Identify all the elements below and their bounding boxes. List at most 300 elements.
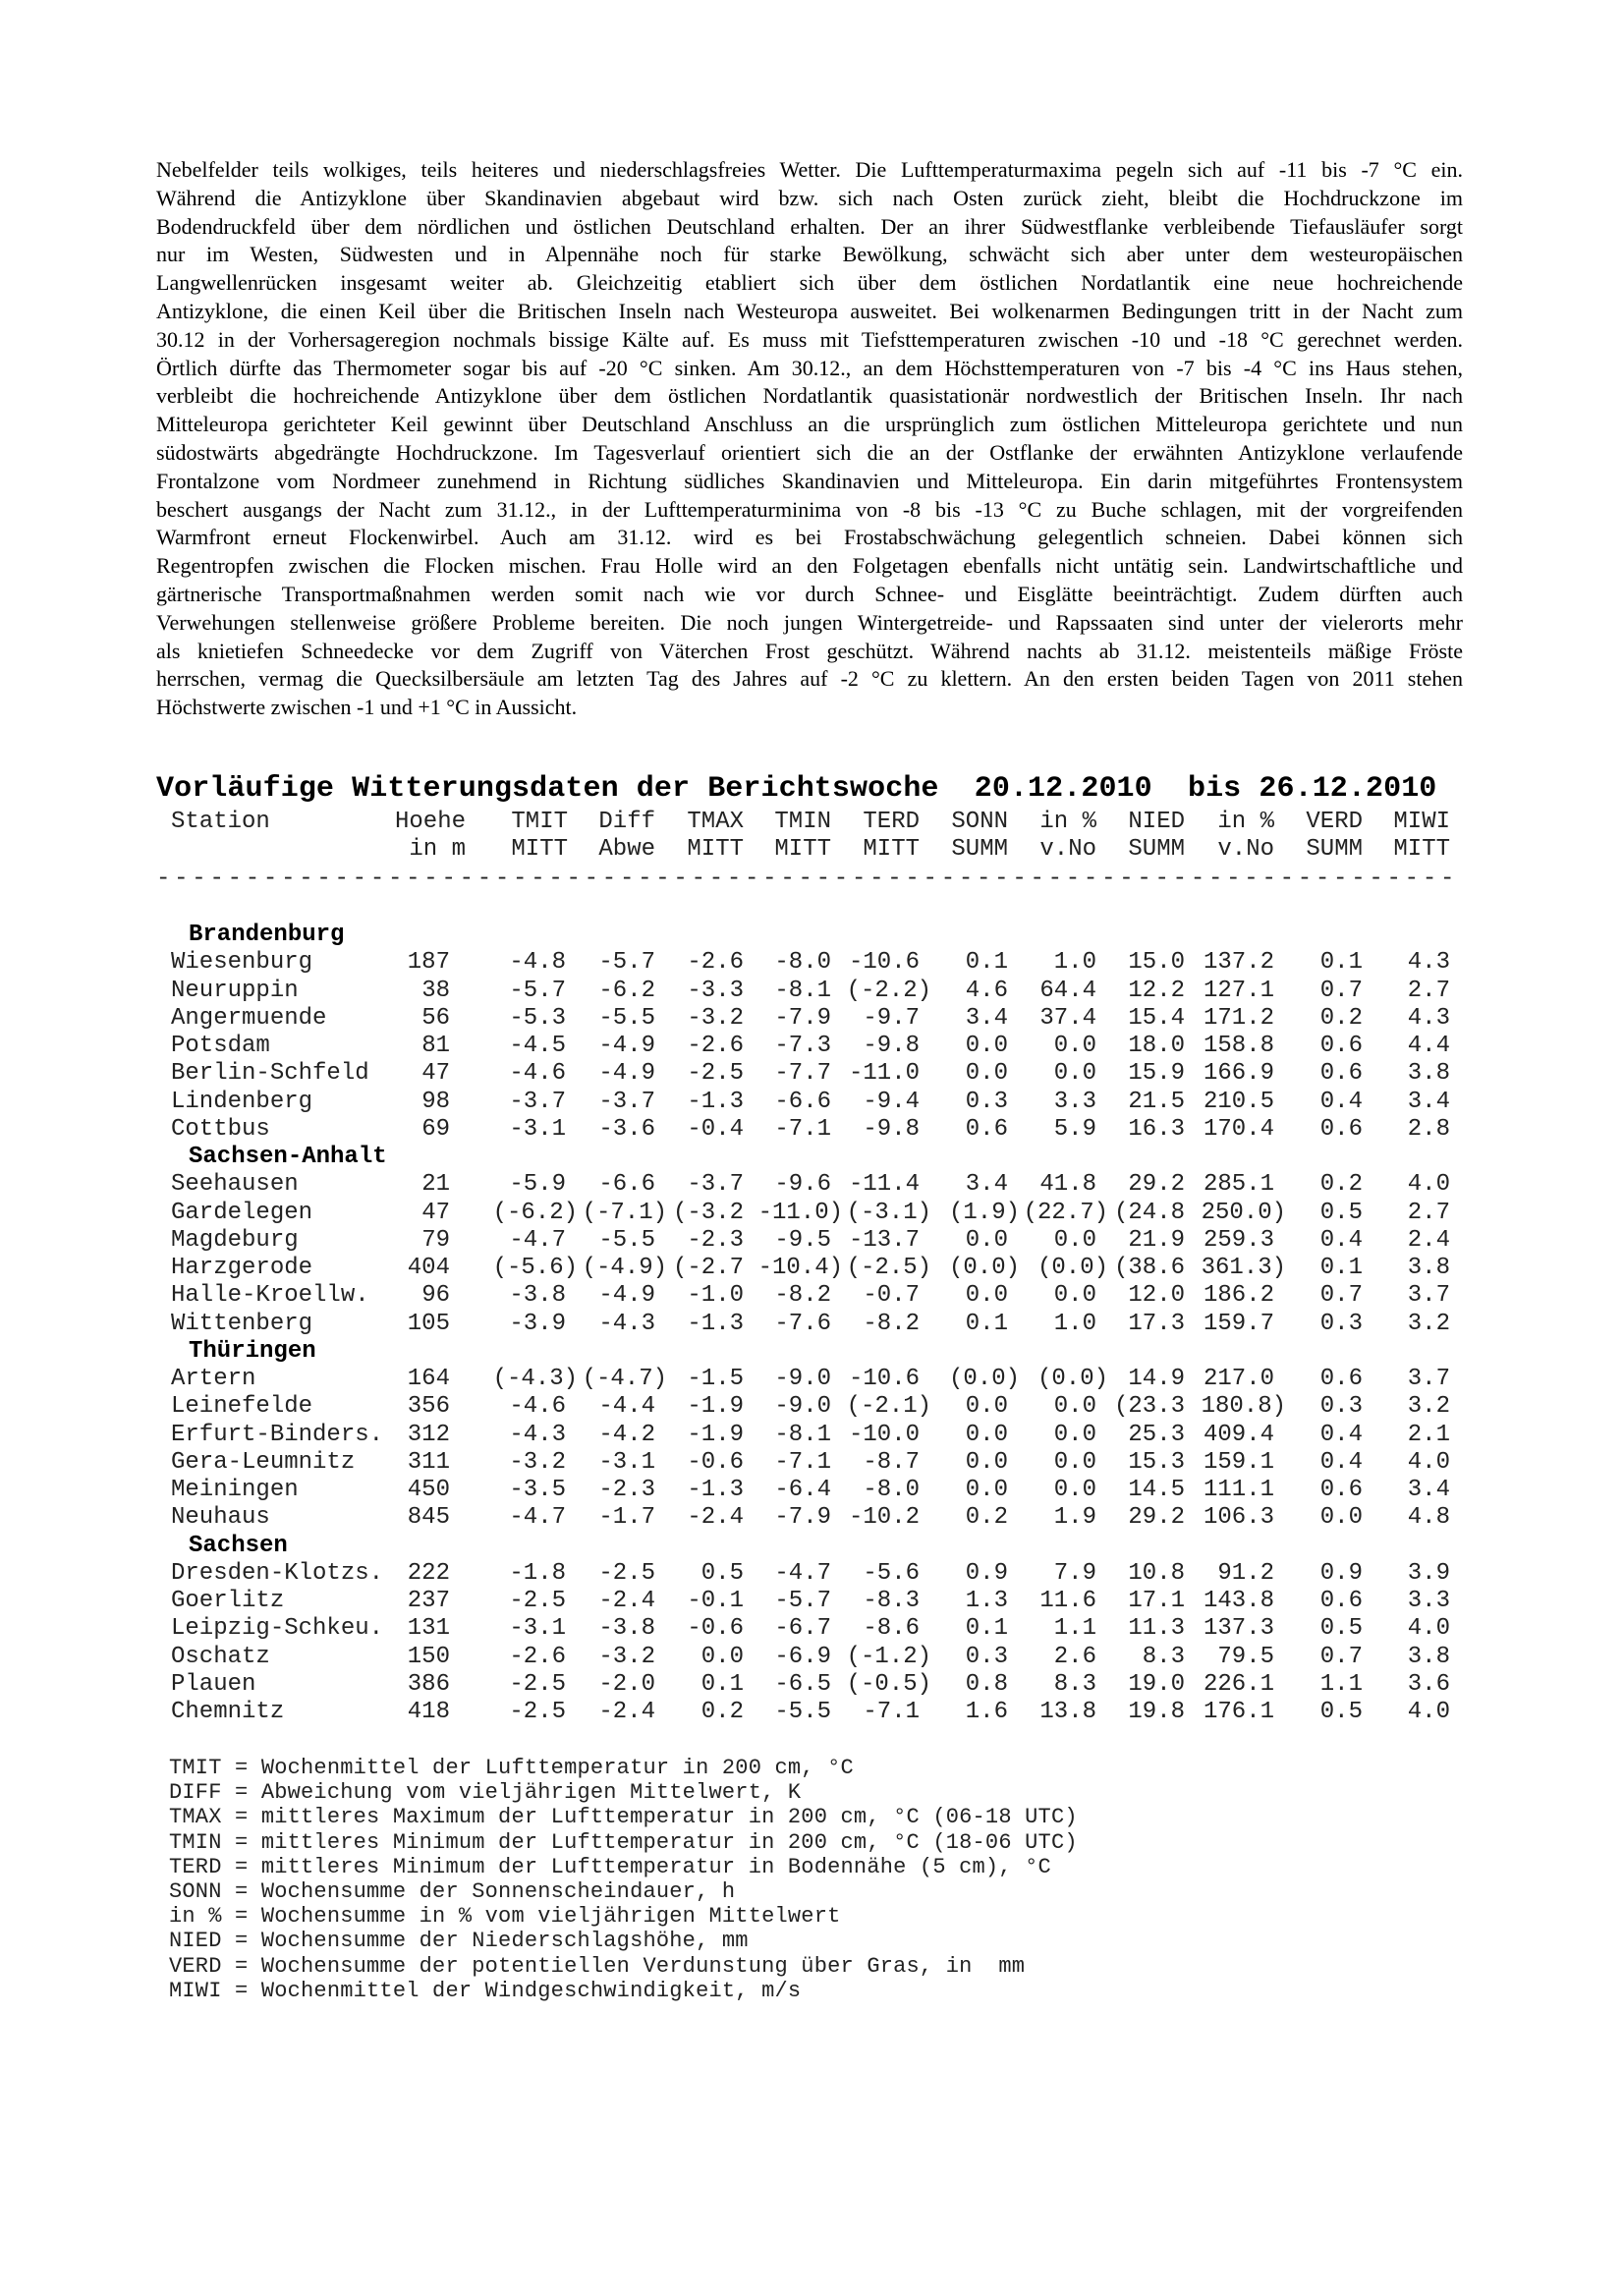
cell-miwi: 4.4	[1407, 1033, 1450, 1059]
cell-hoehe: 21	[421, 1171, 450, 1199]
cell-tmax: -0.6	[687, 1615, 744, 1643]
cell-tmax: 0.0	[700, 1643, 744, 1670]
cell-nied-pct: 79.5	[1217, 1643, 1274, 1670]
cell-miwi: 2.1	[1407, 1421, 1450, 1448]
cell-verd: 0.3	[1319, 1310, 1363, 1337]
cell-miwi: 3.2	[1407, 1393, 1450, 1421]
cell-tmin: -9.0	[774, 1393, 831, 1421]
cell-tmit: -4.3	[509, 1421, 566, 1448]
cell-tmit: -3.2	[509, 1448, 566, 1476]
cell-tmax: -1.9	[687, 1393, 744, 1421]
cell-tmit: -3.1	[509, 1115, 566, 1143]
cell-nied: 15.0	[1128, 949, 1185, 977]
cell-terd: -10.6	[848, 949, 920, 977]
cell-tmin: -7.1	[774, 1115, 831, 1143]
station-name: Gera-Leumnitz	[171, 1448, 356, 1476]
cell-sonn-pct: 5.9	[1053, 1115, 1096, 1143]
station-name: Neuhaus	[171, 1504, 270, 1532]
column-header: MITT	[1393, 836, 1450, 863]
cell-nied: 8.3	[1142, 1643, 1185, 1670]
station-name: Plauen	[171, 1670, 256, 1698]
cell-nied: 16.3	[1128, 1115, 1185, 1143]
cell-nied: 17.1	[1128, 1588, 1185, 1614]
cell-nied: 25.3	[1128, 1421, 1185, 1448]
cell-sonn: 0.2	[965, 1504, 1008, 1532]
station-name: Wittenberg	[171, 1310, 313, 1337]
cell-nied-pct: 158.8	[1203, 1033, 1274, 1059]
cell-sonn-pct: 1.0	[1053, 1310, 1096, 1337]
cell-tmit: -5.7	[509, 977, 566, 1004]
cell-nied-pct: 159.1	[1203, 1448, 1274, 1476]
cell-miwi: 3.7	[1407, 1282, 1450, 1310]
legend-item: TMAX = mittleres Maximum der Lufttemperatur in 200 cm, °C (06-18 UTC)	[169, 1805, 1078, 1830]
cell-diff: -3.7	[598, 1088, 655, 1115]
cell-tmin: -8.1	[774, 1421, 831, 1448]
column-header: Station	[171, 809, 270, 835]
cell-nied-pct: 250.0)	[1201, 1199, 1286, 1226]
cell-diff: -6.2	[598, 977, 655, 1004]
cell-sonn-pct: 1.0	[1053, 949, 1096, 977]
station-name: Gardelegen	[171, 1199, 313, 1226]
cell-verd: 0.6	[1319, 1477, 1363, 1503]
cell-verd: 0.7	[1319, 1643, 1363, 1670]
cell-terd: -8.0	[863, 1477, 920, 1503]
cell-miwi: 3.3	[1407, 1588, 1450, 1614]
column-header: MIWI	[1393, 809, 1450, 835]
cell-nied-pct: 259.3	[1203, 1226, 1274, 1254]
region-heading: Sachsen	[189, 1532, 288, 1559]
cell-tmit: -1.8	[509, 1559, 566, 1587]
station-name: Angermuende	[171, 1004, 327, 1032]
cell-tmin: -5.5	[774, 1699, 831, 1725]
text-line: beschert ausgangs der Nacht zum 31.12., in der Lufttemperaturminima von -8 bis -13 °C zu Buche schlagen, mit der vorgreifenden	[156, 496, 1463, 522]
station-name: Leipzig-Schkeu.	[171, 1615, 384, 1643]
cell-sonn-pct: 0.0	[1053, 1448, 1096, 1476]
cell-sonn-pct: 1.9	[1053, 1504, 1096, 1532]
cell-miwi: 2.4	[1407, 1226, 1450, 1254]
cell-sonn: 3.4	[965, 1171, 1008, 1199]
text-line: Regentropfen zwischen die Flocken mischen. Frau Holle wird an den Folgetagen ebenfalls nicht untätig sein. Landwirtschaftliche und	[156, 553, 1463, 579]
text-line: nur im Westen, Südwesten und in Alpennähe noch für starke Bewölkung, schwächt sich aber unter dem westeuropäischen	[156, 242, 1463, 267]
text-line: südostwärts abgedrängte Hochdruckzone. Im Tagesverlauf orientiert sich die an der Ostflanke der erwähnten Antizyklone verlaufende	[156, 439, 1463, 465]
cell-nied: 29.2	[1128, 1171, 1185, 1199]
cell-sonn: 0.0	[965, 1448, 1008, 1476]
cell-sonn-pct: (0.0)	[1036, 1255, 1108, 1281]
cell-hoehe: 38	[421, 977, 450, 1004]
cell-verd: 0.1	[1319, 949, 1363, 977]
cell-sonn-pct: 0.0	[1053, 1060, 1096, 1088]
cell-diff: -4.9	[598, 1282, 655, 1310]
cell-nied-pct: 285.1	[1203, 1171, 1274, 1199]
cell-sonn: 0.0	[965, 1477, 1008, 1503]
text-line: Mitteleuropa gerichteter Keil gewinnt über Deutschland Anschluss an die ursprünglich zum östlichen Mitteleuropa gerichtete und nun	[156, 412, 1463, 437]
cell-verd: 0.3	[1319, 1393, 1363, 1421]
cell-verd: 0.7	[1319, 1282, 1363, 1310]
station-name: Neuruppin	[171, 977, 299, 1004]
cell-verd: 0.6	[1319, 1033, 1363, 1059]
cell-miwi: 4.3	[1407, 1004, 1450, 1032]
cell-nied: 29.2	[1128, 1504, 1185, 1532]
cell-hoehe: 96	[421, 1282, 450, 1310]
station-name: Erfurt-Binders.	[171, 1421, 384, 1448]
cell-miwi: 3.7	[1407, 1366, 1450, 1392]
cell-nied: (24.8	[1113, 1199, 1185, 1226]
cell-tmin: -9.5	[774, 1226, 831, 1254]
cell-tmax: 0.5	[700, 1559, 744, 1587]
cell-nied-pct: 210.5	[1203, 1088, 1274, 1115]
station-name: Artern	[171, 1366, 256, 1392]
cell-verd: 0.5	[1319, 1199, 1363, 1226]
column-header: TMAX	[687, 809, 744, 835]
cell-diff: -2.4	[598, 1588, 655, 1614]
cell-verd: 0.7	[1319, 977, 1363, 1004]
cell-tmin: -9.6	[774, 1171, 831, 1199]
text-line: Antizyklone, die einen Keil über die Britischen Inseln nach Westeuropa ausweitet. Bei wolkenarmen Bedingungen tritt in der Nacht zum	[156, 298, 1463, 323]
cell-tmin: -7.6	[774, 1310, 831, 1337]
cell-tmax: -2.6	[687, 1033, 744, 1059]
cell-sonn: (0.0)	[948, 1366, 1020, 1392]
cell-nied-pct: 111.1	[1203, 1477, 1274, 1503]
legend-item: DIFF = Abweichung vom vieljährigen Mittelwert, K	[169, 1780, 802, 1806]
cell-verd: 0.6	[1319, 1588, 1363, 1614]
station-name: Magdeburg	[171, 1226, 299, 1254]
cell-hoehe: 81	[421, 1033, 450, 1059]
cell-sonn-pct: (0.0)	[1036, 1366, 1108, 1392]
cell-tmit: -3.5	[509, 1477, 566, 1503]
cell-miwi: 3.4	[1407, 1088, 1450, 1115]
cell-tmin: -8.1	[774, 977, 831, 1004]
cell-tmin: -7.9	[774, 1504, 831, 1532]
cell-tmit: (-5.6)	[492, 1255, 578, 1281]
text-line: Langwellenrücken insgesamt weiter ab. Gleichzeitig etabliert sich über dem östlichen Nordatlantik eine neue hochreichende	[156, 270, 1463, 296]
cell-miwi: 3.9	[1407, 1559, 1450, 1587]
cell-nied: 15.9	[1128, 1060, 1185, 1088]
cell-tmax: -2.3	[687, 1226, 744, 1254]
cell-sonn: 4.6	[965, 977, 1008, 1004]
cell-nied: 15.3	[1128, 1448, 1185, 1476]
cell-sonn: 0.1	[965, 1615, 1008, 1643]
column-header: SUMM	[1306, 836, 1363, 863]
cell-nied: 21.9	[1128, 1226, 1185, 1254]
legend-item: in % = Wochensumme in % vom vieljährigen Mittelwert	[169, 1904, 841, 1930]
cell-tmit: -5.3	[509, 1004, 566, 1032]
cell-miwi: 2.7	[1407, 977, 1450, 1004]
cell-nied-pct: 137.2	[1203, 949, 1274, 977]
cell-tmax: -1.5	[687, 1366, 744, 1392]
station-name: Leinefelde	[171, 1393, 313, 1421]
cell-tmin: -8.0	[774, 949, 831, 977]
column-header: in %	[1217, 809, 1274, 835]
text-line: als knietiefen Schneedecke vor dem Zugriff von Väterchen Frost geschützt. Während nachts ab 31.12. meistenteils mäßige Fröste	[156, 638, 1463, 663]
cell-sonn-pct: (22.7)	[1023, 1199, 1108, 1226]
cell-sonn: 0.0	[965, 1282, 1008, 1310]
cell-miwi: 3.8	[1407, 1060, 1450, 1088]
column-header: MITT	[863, 836, 920, 863]
cell-miwi: 4.0	[1407, 1699, 1450, 1725]
cell-tmin: -5.7	[774, 1588, 831, 1614]
cell-tmax: 0.2	[700, 1699, 744, 1725]
cell-hoehe: 69	[421, 1115, 450, 1143]
cell-verd: 0.1	[1319, 1255, 1363, 1281]
cell-sonn-pct: 3.3	[1053, 1088, 1096, 1115]
station-name: Chemnitz	[171, 1699, 285, 1725]
column-header: TMIT	[511, 809, 568, 835]
cell-verd: 1.1	[1319, 1670, 1363, 1698]
legend-item: TMIT = Wochenmittel der Lufttemperatur in 200 cm, °C	[169, 1756, 854, 1780]
cell-nied: 14.5	[1128, 1477, 1185, 1503]
station-name: Wiesenburg	[171, 949, 313, 977]
cell-miwi: 3.4	[1407, 1477, 1450, 1503]
cell-diff: -2.3	[598, 1477, 655, 1503]
cell-tmax: -2.6	[687, 949, 744, 977]
cell-diff: (-4.7)	[582, 1366, 667, 1392]
cell-tmin: -6.5	[774, 1670, 831, 1698]
cell-tmax: -0.1	[687, 1588, 744, 1614]
cell-tmax: -2.5	[687, 1060, 744, 1088]
cell-sonn: 0.0	[965, 1226, 1008, 1254]
cell-diff: (-7.1)	[582, 1199, 667, 1226]
station-name: Seehausen	[171, 1171, 299, 1199]
cell-nied: 15.4	[1128, 1004, 1185, 1032]
cell-nied-pct: 106.3	[1203, 1504, 1274, 1532]
cell-sonn: (1.9)	[948, 1199, 1020, 1226]
cell-sonn-pct: 37.4	[1039, 1004, 1096, 1032]
cell-tmax: -1.9	[687, 1421, 744, 1448]
text-line: Bodendruckfeld über dem nördlichen und östlichen Deutschland erhalten. Der an ihrer Südwestflanke verbleibende Tiefausläufer sorgt	[156, 213, 1463, 239]
cell-miwi: 3.6	[1407, 1670, 1450, 1698]
cell-tmin: -7.7	[774, 1060, 831, 1088]
separator-line: -------------------------------------------------------------------------	[156, 866, 1459, 892]
cell-tmax: -1.0	[687, 1282, 744, 1310]
cell-miwi: 4.0	[1407, 1448, 1450, 1476]
cell-tmit: -4.5	[509, 1033, 566, 1059]
cell-nied-pct: 127.1	[1203, 977, 1274, 1004]
column-header: SUMM	[1128, 836, 1185, 863]
cell-verd: 0.4	[1319, 1448, 1363, 1476]
cell-terd: (-2.1)	[846, 1393, 931, 1421]
cell-diff: -5.5	[598, 1004, 655, 1032]
cell-tmit: -4.7	[509, 1504, 566, 1532]
cell-diff: -6.6	[598, 1171, 655, 1199]
cell-tmin: -7.9	[774, 1004, 831, 1032]
cell-hoehe: 47	[421, 1060, 450, 1088]
cell-nied-pct: 409.4	[1203, 1421, 1274, 1448]
cell-nied-pct: 180.8)	[1201, 1393, 1286, 1421]
cell-verd: 0.6	[1319, 1366, 1363, 1392]
region-heading: Sachsen-Anhalt	[189, 1144, 387, 1170]
cell-tmax: -3.3	[687, 977, 744, 1004]
cell-tmit: -2.5	[509, 1699, 566, 1725]
cell-diff: -4.9	[598, 1033, 655, 1059]
cell-tmax: (-3.2	[672, 1199, 744, 1226]
cell-verd: 0.6	[1319, 1115, 1363, 1143]
cell-terd: -10.2	[848, 1504, 920, 1532]
cell-nied: 17.3	[1128, 1310, 1185, 1337]
cell-hoehe: 47	[421, 1199, 450, 1226]
cell-tmit: -3.9	[509, 1310, 566, 1337]
column-header: in %	[1039, 809, 1096, 835]
cell-nied-pct: 143.8	[1203, 1588, 1274, 1614]
text-line: Nebelfelder teils wolkiges, teils heiteres und niederschlagsfreies Wetter. Die Lufttemperaturmaxima pegeln sich auf -11 bis -7 °C ein.	[156, 157, 1463, 182]
cell-diff: -2.5	[598, 1559, 655, 1587]
cell-terd: -10.0	[848, 1421, 920, 1448]
region-heading: Thüringen	[189, 1337, 316, 1365]
cell-verd: 0.2	[1319, 1171, 1363, 1199]
cell-hoehe: 222	[407, 1559, 450, 1587]
cell-diff: -3.8	[598, 1615, 655, 1643]
cell-sonn-pct: 0.0	[1053, 1282, 1096, 1310]
cell-sonn-pct: 64.4	[1039, 977, 1096, 1004]
cell-terd: (-2.2)	[846, 977, 931, 1004]
cell-tmin: -10.4)	[757, 1255, 843, 1281]
cell-sonn: 1.3	[965, 1588, 1008, 1614]
cell-hoehe: 404	[407, 1255, 450, 1281]
column-header: TERD	[863, 809, 920, 835]
cell-sonn-pct: 0.0	[1053, 1477, 1096, 1503]
cell-miwi: 4.8	[1407, 1504, 1450, 1532]
cell-miwi: 3.2	[1407, 1310, 1450, 1337]
column-header: SUMM	[951, 836, 1008, 863]
cell-terd: (-3.1)	[846, 1199, 931, 1226]
cell-tmax: -2.4	[687, 1504, 744, 1532]
column-header: VERD	[1306, 809, 1363, 835]
station-name: Meiningen	[171, 1477, 299, 1503]
cell-sonn-pct: 7.9	[1053, 1559, 1096, 1587]
cell-hoehe: 79	[421, 1226, 450, 1254]
cell-tmax: 0.1	[700, 1670, 744, 1698]
cell-diff: -1.7	[598, 1504, 655, 1532]
cell-sonn: 0.0	[965, 1033, 1008, 1059]
cell-sonn: 0.0	[965, 1393, 1008, 1421]
text-line: herrschen, vermag die Quecksilbersäule am letzten Tag des Jahres auf -2 °C zu klettern. An den ersten beiden Tagen von 2011 stehen	[156, 666, 1463, 692]
column-header: MITT	[511, 836, 568, 863]
cell-diff: -3.1	[598, 1448, 655, 1476]
text-line: gärtnerische Transportmaßnahmen werden somit nach wie vor durch Schnee- und Eisglätte beeinträchtigt. Zudem dürften auch	[156, 581, 1463, 606]
cell-verd: 0.2	[1319, 1004, 1363, 1032]
text-line: Frontalzone vom Nordmeer zunehmend in Richtung südliches Skandinavien und Mitteleuropa. Ein darin mitgeführtes Frontensystem	[156, 468, 1463, 493]
cell-nied-pct: 226.1	[1203, 1670, 1274, 1698]
text-line: 30.12 in der Vorhersageregion nochmals bissige Kälte auf. Es muss mit Tiefsttemperaturen zwischen -10 und -18 °C gerechnet werden.	[156, 326, 1463, 352]
cell-terd: (-2.5)	[846, 1255, 931, 1281]
cell-tmax: -3.2	[687, 1004, 744, 1032]
cell-terd: -5.6	[863, 1559, 920, 1587]
column-header: NIED	[1128, 809, 1185, 835]
cell-tmax: -1.3	[687, 1088, 744, 1115]
cell-hoehe: 150	[407, 1643, 450, 1670]
cell-diff: (-4.9)	[582, 1255, 667, 1281]
cell-sonn: 0.8	[965, 1670, 1008, 1698]
cell-tmit: (-6.2)	[492, 1199, 578, 1226]
station-name: Berlin-Schfeld	[171, 1060, 369, 1088]
cell-nied: 14.9	[1128, 1366, 1185, 1392]
column-header: SONN	[951, 809, 1008, 835]
cell-hoehe: 386	[407, 1670, 450, 1698]
cell-sonn-pct: 2.6	[1053, 1643, 1096, 1670]
cell-verd: 0.9	[1319, 1559, 1363, 1587]
cell-hoehe: 237	[407, 1588, 450, 1614]
legend-item: MIWI = Wochenmittel der Windgeschwindigkeit, m/s	[169, 1978, 802, 2003]
cell-miwi: 4.3	[1407, 949, 1450, 977]
cell-diff: -4.2	[598, 1421, 655, 1448]
cell-tmit: -2.6	[509, 1643, 566, 1670]
column-header: MITT	[774, 836, 831, 863]
cell-hoehe: 312	[407, 1421, 450, 1448]
cell-nied-pct: 176.1	[1203, 1699, 1274, 1725]
cell-sonn-pct: 0.0	[1053, 1033, 1096, 1059]
cell-verd: 0.4	[1319, 1226, 1363, 1254]
cell-nied: 11.3	[1128, 1615, 1185, 1643]
cell-terd: -8.7	[863, 1448, 920, 1476]
cell-nied: 19.0	[1128, 1670, 1185, 1698]
legend-item: NIED = Wochensumme der Niederschlagshöhe, mm	[169, 1929, 749, 1954]
cell-tmit: -2.5	[509, 1588, 566, 1614]
station-name: Oschatz	[171, 1643, 270, 1670]
cell-nied-pct: 91.2	[1217, 1559, 1274, 1587]
cell-terd: -9.8	[863, 1115, 920, 1143]
cell-tmin: -4.7	[774, 1559, 831, 1587]
cell-miwi: 2.7	[1407, 1199, 1450, 1226]
cell-tmin: -8.2	[774, 1282, 831, 1310]
column-header: v.No	[1217, 836, 1274, 863]
cell-tmin: -7.1	[774, 1448, 831, 1476]
cell-nied: (38.6	[1113, 1255, 1185, 1281]
cell-sonn-pct: 8.3	[1053, 1670, 1096, 1698]
cell-diff: -5.5	[598, 1226, 655, 1254]
station-name: Lindenberg	[171, 1088, 313, 1115]
column-header: MITT	[687, 836, 744, 863]
cell-sonn: 0.3	[965, 1643, 1008, 1670]
cell-tmin: -9.0	[774, 1366, 831, 1392]
cell-sonn: 0.3	[965, 1088, 1008, 1115]
cell-terd: -8.6	[863, 1615, 920, 1643]
cell-tmit: -3.8	[509, 1282, 566, 1310]
text-line: verbleibt die hochreichende Antizyklone über dem östlichen Nordatlantik quasistationär nordwestlich der Britischen Inseln. Ihr nach	[156, 383, 1463, 409]
cell-tmin: -6.4	[774, 1477, 831, 1503]
cell-terd: -13.7	[848, 1226, 920, 1254]
cell-terd: -7.1	[863, 1699, 920, 1725]
cell-tmit: -3.7	[509, 1088, 566, 1115]
cell-sonn: 0.9	[965, 1559, 1008, 1587]
cell-verd: 0.5	[1319, 1615, 1363, 1643]
cell-terd: -8.2	[863, 1310, 920, 1337]
cell-tmax: -1.3	[687, 1477, 744, 1503]
cell-tmin: -7.3	[774, 1033, 831, 1059]
station-name: Dresden-Klotzs.	[171, 1559, 384, 1587]
cell-hoehe: 98	[421, 1088, 450, 1115]
column-header: Diff	[598, 809, 655, 835]
cell-miwi: 3.8	[1407, 1255, 1450, 1281]
cell-diff: -3.2	[598, 1643, 655, 1670]
cell-sonn: 0.6	[965, 1115, 1008, 1143]
cell-hoehe: 56	[421, 1004, 450, 1032]
cell-miwi: 2.8	[1407, 1115, 1450, 1143]
cell-hoehe: 187	[407, 949, 450, 977]
cell-sonn-pct: 0.0	[1053, 1421, 1096, 1448]
column-header: v.No	[1039, 836, 1096, 863]
cell-miwi: 3.8	[1407, 1643, 1450, 1670]
cell-sonn-pct: 41.8	[1039, 1171, 1096, 1199]
cell-terd: -11.4	[848, 1171, 920, 1199]
cell-tmin: -11.0)	[757, 1199, 843, 1226]
cell-terd: (-1.2)	[846, 1643, 931, 1670]
cell-hoehe: 845	[407, 1504, 450, 1532]
cell-terd: -10.6	[848, 1366, 920, 1392]
cell-tmin: -6.7	[774, 1615, 831, 1643]
cell-nied-pct: 166.9	[1203, 1060, 1274, 1088]
cell-diff: -4.3	[598, 1310, 655, 1337]
cell-terd: -9.7	[863, 1004, 920, 1032]
cell-verd: 0.0	[1319, 1504, 1363, 1532]
